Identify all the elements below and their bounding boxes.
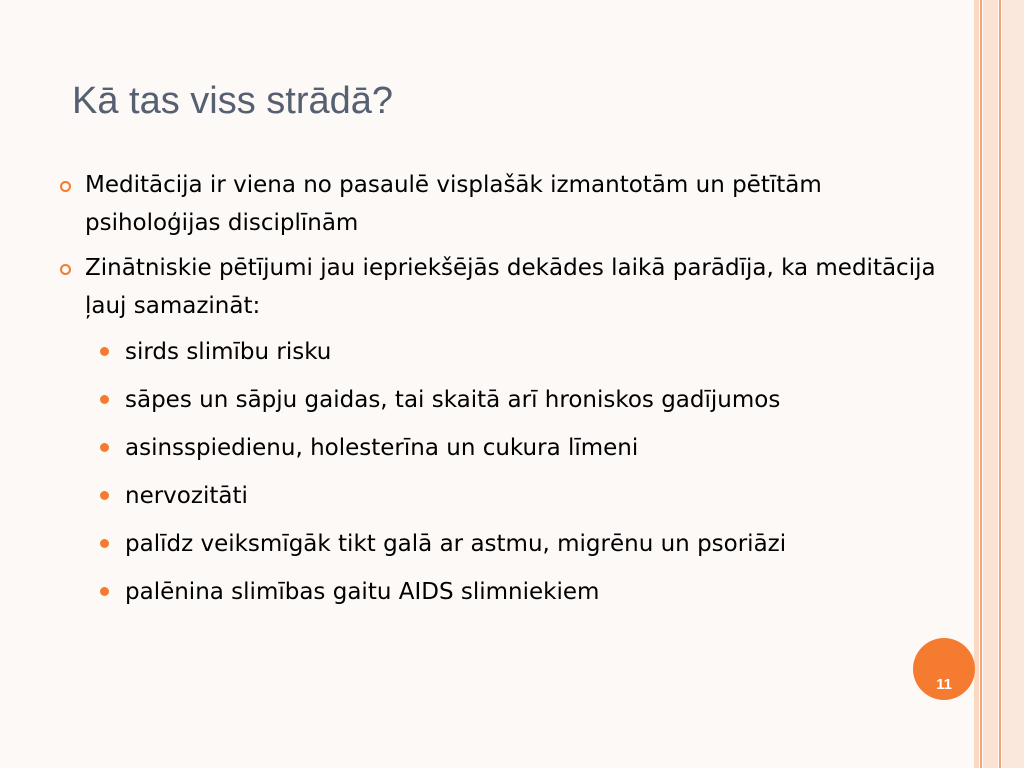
dot-bullet-icon xyxy=(100,443,109,452)
page-number-badge xyxy=(913,638,975,700)
sub-bullet-item xyxy=(60,380,950,420)
bullet-item xyxy=(60,249,950,325)
slide-body xyxy=(60,166,950,620)
dot-bullet-icon xyxy=(100,347,109,356)
page-number: 11 xyxy=(936,676,952,693)
dot-bullet-icon xyxy=(100,587,109,596)
sub-bullet-text: palēnina slimības gaitu AIDS slimniekiem xyxy=(125,579,600,605)
sub-bullet-item xyxy=(60,428,950,468)
sub-bullet-text: asinsspiedienu, holesterīna un cukura līmeni xyxy=(125,435,639,461)
bullet-item xyxy=(60,166,950,242)
dot-bullet-icon xyxy=(100,395,109,404)
stripe xyxy=(983,0,998,768)
ring-bullet-icon xyxy=(60,264,71,275)
stripe xyxy=(1002,0,1024,768)
decorative-stripes xyxy=(974,0,1024,768)
dot-bullet-icon xyxy=(100,539,109,548)
stripe xyxy=(999,0,1001,768)
sub-bullet-text: sāpes un sāpju gaidas, tai skaitā arī hroniskos gadījumos xyxy=(125,387,781,413)
slide-title: Kā tas viss strādā? xyxy=(72,80,394,122)
bullet-text: Zinātniskie pētījumi jau iepriekšējās dekādes laikā parādīja, ka meditācija ļauj samazināt: xyxy=(85,255,936,319)
sub-bullet-text: nervozitāti xyxy=(125,483,248,509)
sub-bullet-text: palīdz veiksmīgāk tikt galā ar astmu, migrēnu un psoriāzi xyxy=(125,531,787,557)
bullet-text: Meditācija ir viena no pasaulē visplašāk izmantotām un pētītām psiholoģijas disciplīnām xyxy=(85,172,822,236)
sub-bullet-item xyxy=(60,332,950,372)
sub-bullet-item xyxy=(60,476,950,516)
sub-bullet-item xyxy=(60,524,950,564)
stripe xyxy=(974,0,979,768)
sub-bullet-item xyxy=(60,572,950,612)
dot-bullet-icon xyxy=(100,491,109,500)
stripe xyxy=(980,0,982,768)
sub-bullet-text: sirds slimību risku xyxy=(125,339,332,365)
ring-bullet-icon xyxy=(60,181,71,192)
